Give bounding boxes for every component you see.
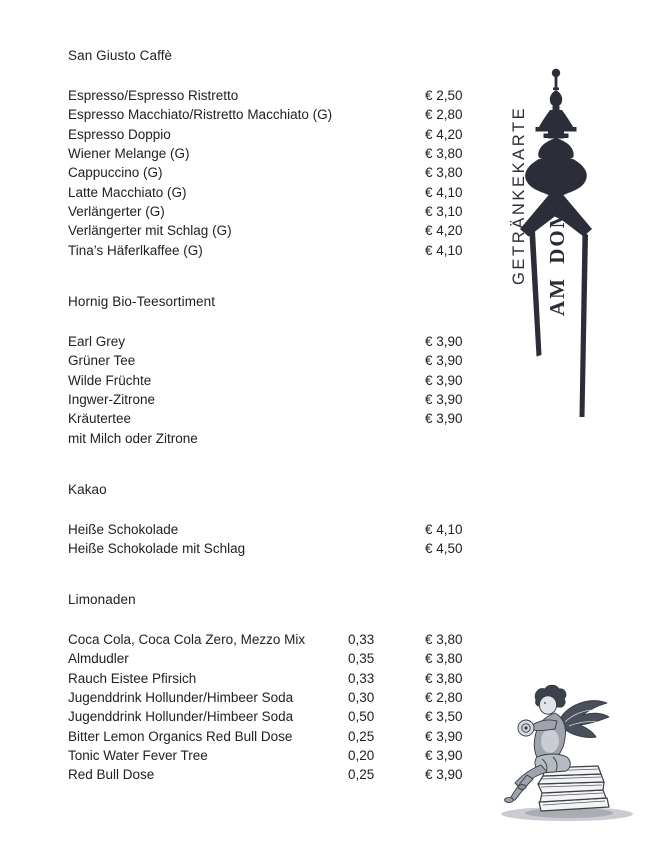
item-name: Bitter Lemon Organics Red Bull Dose <box>68 728 293 744</box>
menu-card-vertical-title: GETRÄNKEKARTE <box>510 105 528 285</box>
item-name: Jugenddrink Hollunder/Himbeer Soda <box>68 709 294 725</box>
item-volume: 0,25 <box>348 728 375 744</box>
item-name: Kräutertee <box>68 411 132 427</box>
item-price: € 4,20 <box>425 223 463 239</box>
item-price: € 2,80 <box>425 690 463 706</box>
item-volume: 0,35 <box>348 651 375 667</box>
item-price: € 3,80 <box>425 165 463 181</box>
item-price: € 3,50 <box>425 709 463 725</box>
item-price: € 4,10 <box>425 184 463 200</box>
section-items <box>68 332 472 448</box>
item-name: Wiener Melange (G) <box>68 146 190 162</box>
item-price: € 4,20 <box>425 126 463 142</box>
item-name: Heiße Schokolade mit Schlag <box>68 541 246 557</box>
item-price: € 3,80 <box>425 670 463 686</box>
item-name: Ingwer-Zitrone <box>68 392 156 408</box>
section-title: San Giusto Caffè <box>68 48 173 63</box>
menu-item-row <box>68 221 472 240</box>
item-price: € 3,80 <box>425 651 463 667</box>
item-price: € 3,90 <box>425 411 463 427</box>
section-items <box>68 630 472 785</box>
item-name: Red Bull Dose <box>68 767 155 783</box>
menu-item-row <box>68 727 472 746</box>
item-price: € 2,80 <box>425 107 463 123</box>
item-price: € 3,90 <box>425 728 463 744</box>
menu-item-row <box>68 649 472 668</box>
item-price: € 3,10 <box>425 204 463 220</box>
item-name: Heiße Schokolade <box>68 522 179 537</box>
item-price: € 3,80 <box>425 632 463 647</box>
item-price: € 4,10 <box>425 242 463 258</box>
section-title: Kakao <box>68 482 107 497</box>
menu-item-row <box>68 390 472 409</box>
item-price: € 3,80 <box>425 146 463 162</box>
menu-item-row <box>68 746 472 765</box>
menu-item-row <box>68 144 472 163</box>
menu-item-row <box>68 630 472 649</box>
item-price: € 3,90 <box>425 748 463 764</box>
menu-item-row <box>68 371 472 390</box>
menu-item-row <box>68 241 472 260</box>
item-price: € 3,90 <box>425 334 463 349</box>
section-sodas <box>68 592 472 783</box>
item-name: Tina’s Häferlkaffee (G) <box>68 242 203 258</box>
item-name: Cappuccino (G) <box>68 165 163 181</box>
item-volume: 0,50 <box>348 709 375 725</box>
menu-item-row <box>68 539 472 558</box>
item-name: Earl Grey <box>68 334 126 349</box>
item-price: € 3,90 <box>425 353 463 369</box>
item-volume: 0,25 <box>348 767 375 783</box>
item-name: Wilde Früchte <box>68 372 152 388</box>
item-name: Almdudler <box>68 651 129 667</box>
item-name: Jugenddrink Hollunder/Himbeer Soda <box>68 690 294 706</box>
menu-item-row <box>68 351 472 370</box>
item-name: Espresso Macchiato/Ristretto Macchiato (G) <box>68 107 333 123</box>
cherub-illustration <box>495 683 645 828</box>
menu-item-row <box>68 707 472 726</box>
menu-item-row <box>68 183 472 202</box>
item-price: € 3,90 <box>425 392 463 408</box>
menu-item-row <box>68 125 472 144</box>
section-title: Hornig Bio-Teesortiment <box>68 294 216 309</box>
menu-item-note <box>68 429 472 448</box>
menu-item-row <box>68 86 472 105</box>
item-name: Tonic Water Fever Tree <box>68 748 208 764</box>
item-name: Espresso/Espresso Ristretto <box>68 88 239 103</box>
item-price: € 4,10 <box>425 522 463 537</box>
menu-item-row <box>68 520 472 539</box>
item-name: Grüner Tee <box>68 353 136 369</box>
menu-item-row <box>68 163 472 182</box>
item-name: Coca Cola, Coca Cola Zero, Mezzo Mix <box>68 632 306 647</box>
item-name: Espresso Doppio <box>68 126 171 142</box>
item-volume: 0,33 <box>348 670 375 686</box>
item-price: € 4,50 <box>425 541 463 557</box>
item-name: Verlängerter mit Schlag (G) <box>68 223 232 239</box>
item-price: € 3,90 <box>425 372 463 388</box>
menu-item-row <box>68 105 472 124</box>
menu-item-row <box>68 409 472 428</box>
section-coffee <box>68 48 472 258</box>
menu-item-row <box>68 669 472 688</box>
section-items <box>68 86 472 260</box>
section-title: Limonaden <box>68 592 136 607</box>
menu-item-row <box>68 765 472 784</box>
item-price: € 2,50 <box>425 88 463 103</box>
menu-item-row <box>68 202 472 221</box>
menu-item-row <box>68 688 472 707</box>
item-name: Latte Macchiato (G) <box>68 184 187 200</box>
menu-item-row <box>68 332 472 351</box>
item-volume: 0,30 <box>348 690 375 706</box>
item-price: € 3,90 <box>425 767 463 783</box>
section-cocoa <box>68 482 472 557</box>
item-name: mit Milch oder Zitrone <box>68 430 198 446</box>
section-tea <box>68 294 472 446</box>
item-volume: 0,33 <box>348 632 375 647</box>
item-name: Rauch Eistee Pfirsich <box>68 670 197 686</box>
item-name: Verlängerter (G) <box>68 204 165 220</box>
section-items <box>68 520 472 559</box>
item-volume: 0,20 <box>348 748 375 764</box>
am-dom-label: AM DOM <box>545 206 569 316</box>
